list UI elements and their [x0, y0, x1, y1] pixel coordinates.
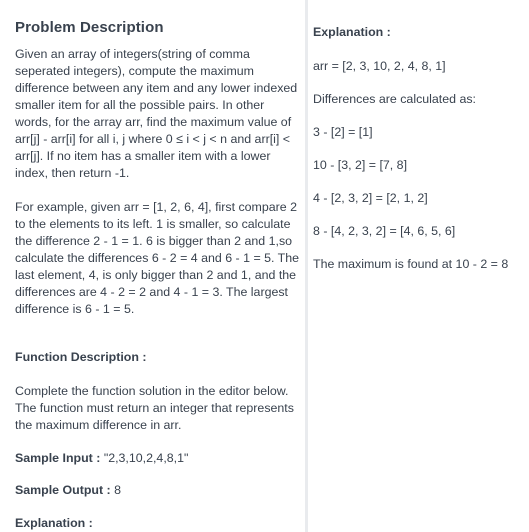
explanation-panel[interactable]: [308, 0, 529, 532]
function-description-text: Complete the function solution in the editor below. The function must return an integer that represents the maximum difference in arr.: [15, 384, 294, 432]
problem-statement: Given an array of integers(string of comma seperated integers), compute the maximum difference between any item and any lower indexed smaller item for all the possible pairs. In other words, for the array arr, find the maximum value of arr[j] - arr[i] for all i, j where 0 ≤ i < j < n and arr[i] < arr[j]. If no item has a smaller item with a lower index, then return -1.: [15, 47, 298, 180]
explanation-line: 3 - [2] = [1]: [313, 125, 373, 139]
explanation-heading-left: Explanation :: [15, 516, 93, 530]
problem-example: For example, given arr = [1, 2, 6, 4], first compare 2 to the elements to its left. 1 is smaller, so calculate the difference 2 - 1 = 1. 6 is bigger than 2 and 1,so calculate the differences 6 - 2 = 4 and 6 - 1 = 5. The last element, 4, is only bigger than 2 and 1, and the differences are 4 - 2 = 2 and 4 - 1 = 3. The largest difference is 6 - 1 = 5.: [15, 200, 300, 316]
sample-output-value: 8: [114, 483, 122, 497]
sample-output: [15, 483, 121, 497]
explanation-line: 8 - [4, 2, 3, 2] = [4, 6, 5, 6]: [313, 224, 456, 238]
function-description-heading: Function Description :: [15, 350, 147, 364]
explanation-heading: Explanation :: [313, 25, 391, 39]
explanation-line: Differences are calculated as:: [313, 92, 477, 106]
problem-title: Problem Description: [15, 19, 164, 36]
sample-input: [15, 451, 188, 465]
explanation-line: 10 - [3, 2] = [7, 8]: [313, 158, 408, 172]
sample-input-value: "2,3,10,2,4,8,1": [103, 451, 189, 465]
explanation-line: 4 - [2, 3, 2] = [2, 1, 2]: [313, 191, 428, 205]
sample-input-label: Sample Input :: [15, 451, 104, 465]
explanation-line: arr = [2, 3, 10, 2, 4, 8, 1]: [313, 59, 446, 73]
explanation-line: The maximum is found at 10 - 2 = 8: [313, 257, 509, 271]
sample-output-label: Sample Output :: [15, 483, 115, 497]
